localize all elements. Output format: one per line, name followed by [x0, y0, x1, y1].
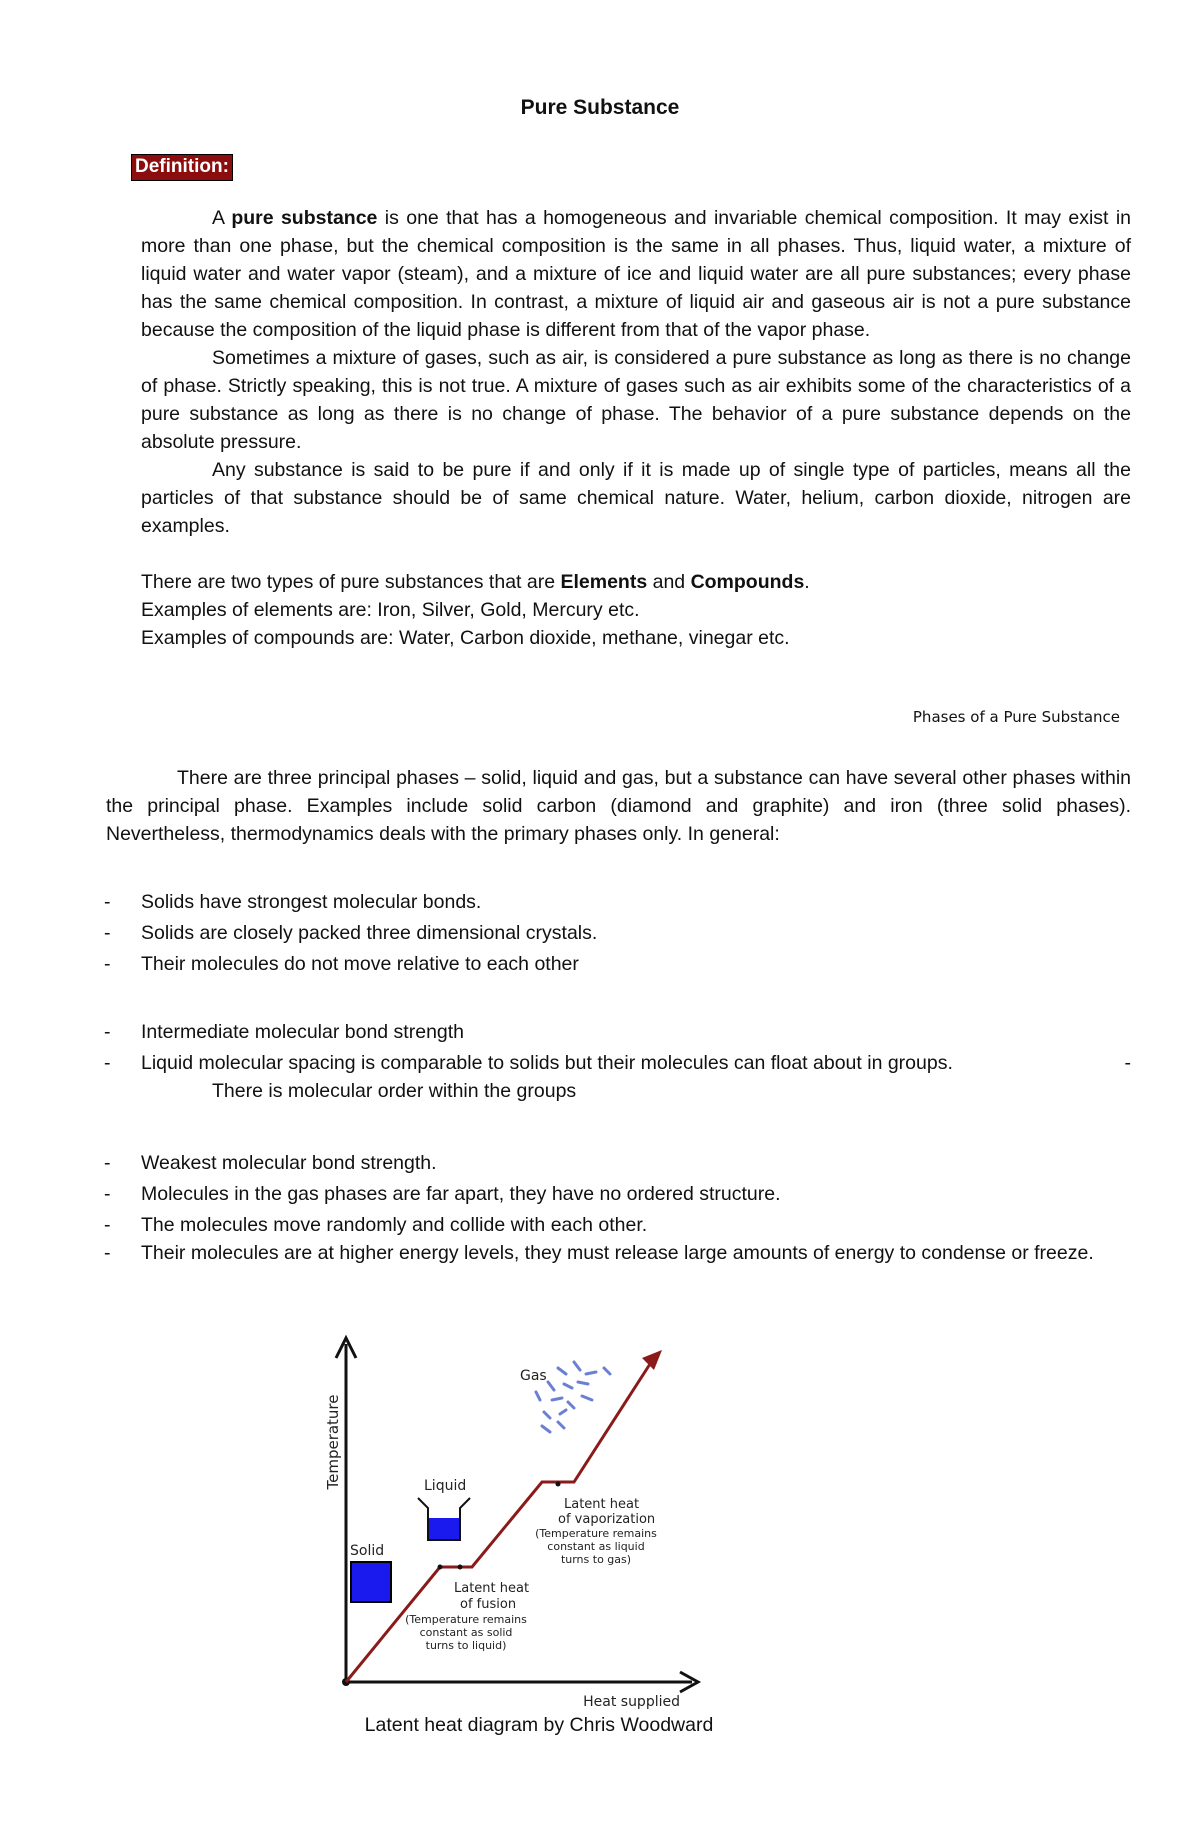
- y-axis-label: Temperature: [324, 1394, 342, 1490]
- definition-label: Definition:: [131, 154, 233, 181]
- para1-bold-term: pure substance: [231, 207, 378, 229]
- definition-body: [141, 204, 1131, 652]
- gases-list: [104, 1149, 1131, 1270]
- fusion-title-line-1: Latent heat: [454, 1581, 530, 1596]
- vaporization-marker-point: [556, 1482, 561, 1487]
- types-and: and: [647, 571, 691, 593]
- gas-molecules-icon: [536, 1362, 610, 1432]
- list-item: [104, 1018, 1131, 1046]
- fusion-note-line-1: (Temperature remains: [405, 1613, 527, 1626]
- liquid-fill: [429, 1518, 459, 1539]
- gas-label: Gas: [520, 1368, 547, 1384]
- paragraph-pure-definition: Any substance is said to be pure if and only if it is made up of single type of particles, means all the particles of that substance should be of same chemical nature. Water, helium, carbon dioxide, nitrogen are examples.: [141, 459, 1131, 537]
- list-item-text: Intermediate molecular bond strength: [141, 1021, 465, 1043]
- phases-caption: Phases of a Pure Substance: [912, 708, 1120, 726]
- vaporization-title-line-1: Latent heat: [564, 1497, 640, 1512]
- dash-marker: -: [104, 1242, 111, 1264]
- list-item: [104, 1149, 1131, 1177]
- figure-caption: Latent heat diagram by Chris Woodward: [364, 1714, 714, 1736]
- heating-curve-arrowhead: [642, 1350, 662, 1370]
- dash-marker: -: [104, 891, 111, 913]
- types-compounds: Compounds: [690, 571, 805, 593]
- list-item: [104, 1049, 1131, 1105]
- list-item-text: There is molecular order within the groups: [212, 1080, 577, 1102]
- types-end: .: [804, 571, 810, 593]
- fusion-note-line-3: turns to liquid): [425, 1639, 507, 1652]
- vaporization-note-line-2: constant as liquid: [547, 1540, 645, 1553]
- list-item: [104, 919, 1131, 947]
- examples-elements: Examples of elements are: Iron, Silver, Gold, Mercury etc.: [141, 599, 640, 621]
- paragraph-pure-substance: [141, 204, 1131, 344]
- dash-marker: -: [104, 1021, 111, 1043]
- list-item-text: Solids are closely packed three dimensional crystals.: [141, 922, 598, 944]
- list-item: [104, 950, 1131, 978]
- dash-marker: -: [1124, 1052, 1131, 1074]
- types-elements: Elements: [560, 571, 648, 593]
- para1-lead: A: [212, 207, 232, 229]
- solids-list: [104, 888, 1131, 981]
- liquid-label: Liquid: [424, 1478, 467, 1494]
- list-item: [104, 1239, 1131, 1267]
- phases-intro: There are three principal phases – solid, liquid and gas, but a substance can have several other phases within the principal phase. Examples include solid carbon (diamond and graphite) and iron (three solid phases). Nevertheless, thermodynamics deals with the primary phases only. In general:: [106, 767, 1131, 845]
- dash-marker: -: [104, 922, 111, 944]
- list-item-text: Weakest molecular bond strength.: [141, 1152, 437, 1174]
- list-item-text: Molecules in the gas phases are far apart, they have no ordered structure.: [141, 1183, 781, 1205]
- list-item-text: Their molecules do not move relative to each other: [141, 953, 579, 975]
- list-item: [104, 1180, 1131, 1208]
- types-line: [141, 568, 1131, 596]
- vaporization-title-line-2: of vaporization: [558, 1512, 656, 1527]
- liquids-list: [104, 1018, 1131, 1108]
- list-item: [104, 1211, 1131, 1239]
- vaporization-note-line-1: (Temperature remains: [535, 1527, 657, 1540]
- vaporization-note-line-3: turns to gas): [560, 1553, 632, 1566]
- examples-compounds: Examples of compounds are: Water, Carbon dioxide, methane, vinegar etc.: [141, 627, 790, 649]
- dash-marker: -: [104, 1214, 111, 1236]
- dash-marker: -: [104, 1152, 111, 1174]
- list-item: [104, 888, 1131, 916]
- fusion-start-point: [438, 1565, 443, 1570]
- dash-marker: -: [104, 1183, 111, 1205]
- solid-block-icon: [351, 1562, 391, 1602]
- solid-label: Solid: [350, 1543, 385, 1559]
- fusion-marker-point: [458, 1565, 463, 1570]
- para1-rest: is one that has a homogeneous and invariable chemical composition. It may exist in more than one phase, but the chemical composition is the same in all phases. Thus, liquid water, a mixture of liquid water and water vapor (steam), and a mixture of ice and liquid water are all pure substances; every phase has the same chemical composition. In contrast, a mixture of liquid air and gaseous air is not a pure substance because the composition of the liquid phase is different from that of the vapor phase.: [141, 207, 1131, 341]
- types-lead: There are two types of pure substances that are: [141, 571, 561, 593]
- list-item-text: The molecules move randomly and collide with each other.: [141, 1214, 648, 1236]
- fusion-title-line-2: of fusion: [460, 1597, 517, 1612]
- list-item-text: Solids have strongest molecular bonds.: [141, 891, 482, 913]
- dash-marker: -: [104, 953, 111, 975]
- list-item-text: Their molecules are at higher energy levels, they must release large amounts of energy to condense or freeze.: [141, 1242, 1094, 1264]
- latent-heat-diagram: [320, 1322, 710, 1712]
- paragraph-air-mixture: Sometimes a mixture of gases, such as air, is considered a pure substance as long as there is no change of phase. Strictly speaking, this is not true. A mixture of gases such as air exhibits some of the characteristics of a pure substance as long as there is no change of phase. The behavior of a pure substance depends on the absolute pressure.: [141, 347, 1131, 453]
- x-axis-label: Heat supplied: [583, 1694, 680, 1710]
- fusion-note-line-2: constant as solid: [419, 1626, 513, 1639]
- dash-marker: -: [104, 1052, 111, 1074]
- page-title: Pure Substance: [520, 96, 680, 119]
- list-item-text: Liquid molecular spacing is comparable to solids but their molecules can float about in groups.: [141, 1052, 953, 1074]
